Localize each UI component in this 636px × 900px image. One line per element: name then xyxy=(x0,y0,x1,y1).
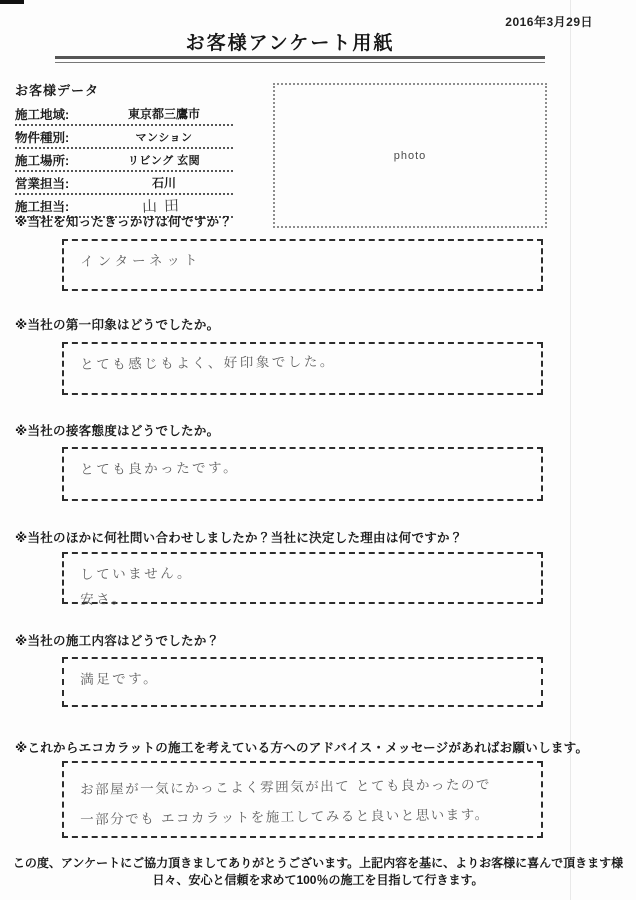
handwritten-answer: インターネット xyxy=(80,252,202,270)
question-3-label: ※当社の接客態度はどうでしたか。 xyxy=(15,424,220,438)
scan-artifact-mark xyxy=(0,0,24,4)
page-title: お客様アンケート用紙 xyxy=(185,33,395,54)
question-2-answer-box xyxy=(62,342,543,395)
handwritten-answer: 満足です。 xyxy=(80,671,160,688)
table-row-property-type xyxy=(15,126,233,149)
question-1-label: ※当社を知ったきっかけは何ですか？ xyxy=(15,215,233,229)
footer-line-2: 日々、安心と信頼を求めて100％の施工を目指して行きます。 xyxy=(152,872,484,887)
question-5-label: ※当社の施工内容はどうでしたか？ xyxy=(15,634,220,648)
row-value: リビング 玄関 xyxy=(127,154,201,167)
question-2-label: ※当社の第一印象はどうでしたか。 xyxy=(15,318,220,332)
footer-line-1: この度、アンケートにご協力頂きましてありがとうございます。上記内容を基に、よりお客様に喜んで頂きます様 xyxy=(12,856,624,870)
row-label: 営業担当: xyxy=(15,176,70,191)
question-4-label: ※当社のほかに何社問い合わせしましたか？当社に決定した理由は何ですか？ xyxy=(15,531,463,545)
row-label: 施工地域: xyxy=(15,107,70,122)
row-value: マンション xyxy=(135,131,193,144)
table-row-construction-place xyxy=(15,149,233,172)
question-6-answer-box xyxy=(62,761,543,838)
row-value: 石川 xyxy=(151,176,176,190)
row-label: 施工担当: xyxy=(15,199,70,214)
question-1-answer-box xyxy=(62,239,543,291)
customer-data-heading: お客様データ xyxy=(15,83,100,98)
question-4-answer-box xyxy=(62,552,543,608)
photo-placeholder-box xyxy=(273,83,547,228)
question-5-answer-box xyxy=(62,657,543,707)
handwritten-answer-line-2: 一部分でも エコカラットを施工してみると良いと思います。 xyxy=(80,806,490,828)
row-label: 物件種別: xyxy=(15,130,70,145)
survey-date: 2016年3月29日 xyxy=(505,15,593,29)
row-label: 施工場所: xyxy=(15,153,70,168)
row-value: 東京都三鷹市 xyxy=(127,107,200,121)
footer-thanks-note xyxy=(0,855,636,888)
paper-edge-line xyxy=(570,0,571,900)
handwritten-answer-line-1: お部屋が一気にかっこよく雰囲気が出て とても良かったので xyxy=(80,776,492,798)
table-row-sales-rep xyxy=(15,172,233,195)
title-underline xyxy=(55,56,545,63)
table-row-construction-area xyxy=(15,103,233,126)
handwritten-answer: とても良かったです。 xyxy=(80,460,240,478)
question-3-answer-box xyxy=(62,447,543,501)
photo-placeholder-label: photo xyxy=(393,149,427,162)
customer-data-table xyxy=(15,103,233,218)
handwritten-answer: とても感じもよく、好印象でした。 xyxy=(80,353,336,373)
question-6-label: ※これからエコカラットの施工を考えている方へのアドバイス・メッセージがあればお願いします。 xyxy=(15,741,589,755)
handwritten-answer-line-1: していません。 xyxy=(80,565,194,583)
row-value-handwritten: 山田 xyxy=(141,196,187,216)
handwritten-answer-line-2: 安さ。 xyxy=(80,591,128,608)
